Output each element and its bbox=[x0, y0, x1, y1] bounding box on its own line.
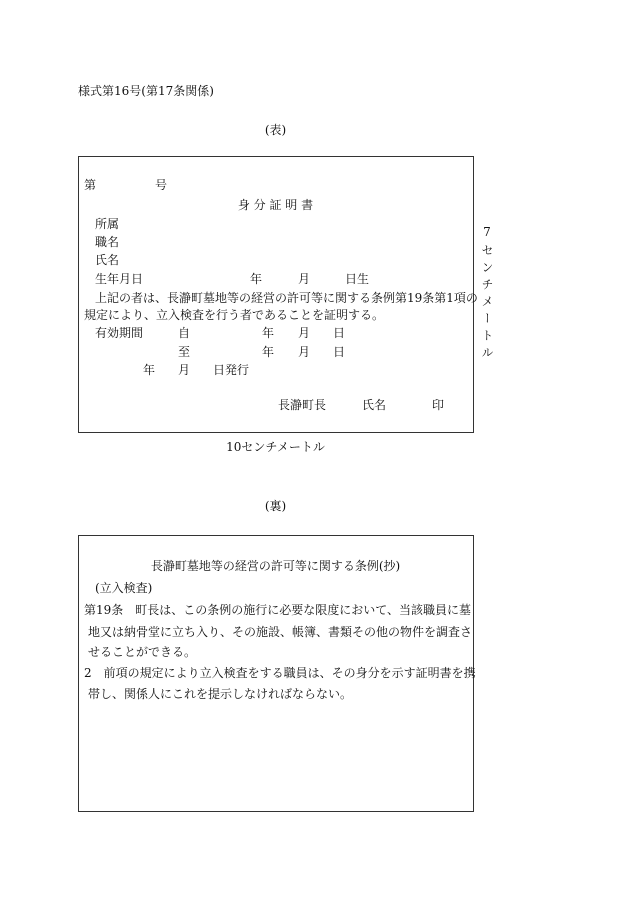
validity-to-month: 月 bbox=[298, 345, 311, 359]
birth-date-label: 生年月日 bbox=[95, 272, 144, 286]
certificate-number-prefix: 第 bbox=[84, 178, 97, 192]
birth-month-label: 月 bbox=[298, 272, 311, 286]
article-caption: (立入検査) bbox=[95, 581, 153, 595]
ordinance-line: 帯し、関係人にこれを提示しなければならない。 bbox=[88, 687, 353, 701]
back-heading: (裏) bbox=[264, 499, 287, 513]
seal-mark: 印 bbox=[432, 398, 445, 412]
issued-day: 日発行 bbox=[213, 363, 250, 377]
validity-from-year: 年 bbox=[262, 326, 275, 340]
position-label: 職名 bbox=[95, 235, 120, 249]
certificate-number-suffix: 号 bbox=[155, 178, 168, 192]
validity-from-day: 日 bbox=[333, 326, 346, 340]
name-label: 氏名 bbox=[95, 253, 120, 267]
validity-to-year: 年 bbox=[262, 345, 275, 359]
issued-month: 月 bbox=[178, 363, 191, 377]
front-heading: (表) bbox=[264, 123, 287, 137]
form-number: 様式第16号(第17条関係) bbox=[78, 84, 214, 98]
validity-to-day: 日 bbox=[333, 345, 346, 359]
birth-year-label: 年 bbox=[250, 272, 263, 286]
ordinance-line: 第19条 町長は、この条例の施行に必要な限度において、当該職員に墓 bbox=[84, 603, 472, 617]
validity-to-label: 至 bbox=[178, 345, 191, 359]
statement-line-2: 規定により、立入検査を行う者であることを証明する。 bbox=[84, 308, 385, 322]
birth-day-label: 日生 bbox=[345, 272, 370, 286]
statement-line-1: 上記の者は、長瀞町墓地等の経営の許可等に関する条例第19条第1項の bbox=[95, 291, 478, 305]
validity-from-label: 自 bbox=[178, 326, 191, 340]
issued-year: 年 bbox=[143, 363, 156, 377]
width-dimension-note: 10センチメートル bbox=[226, 440, 325, 454]
ordinance-line: 2 前項の規定により立入検査をする職員は、その身分を示す証明書を携 bbox=[84, 666, 476, 680]
ordinance-title: 長瀞町墓地等の経営の許可等に関する条例(抄) bbox=[150, 559, 401, 573]
validity-from-month: 月 bbox=[298, 326, 311, 340]
ordinance-line: せることができる。 bbox=[88, 645, 197, 659]
affiliation-label: 所属 bbox=[95, 217, 120, 231]
issuer-title: 長瀞町長 bbox=[278, 398, 327, 412]
height-dimension-note: 7センチメートル bbox=[480, 225, 494, 363]
certificate-title: 身 分 証 明 書 bbox=[237, 198, 314, 212]
issuer-name-label: 氏名 bbox=[362, 398, 387, 412]
ordinance-line: 地又は納骨堂に立ち入り、その施設、帳簿、書類その他の物件を調査さ bbox=[88, 625, 473, 639]
validity-label: 有効期間 bbox=[95, 326, 144, 340]
